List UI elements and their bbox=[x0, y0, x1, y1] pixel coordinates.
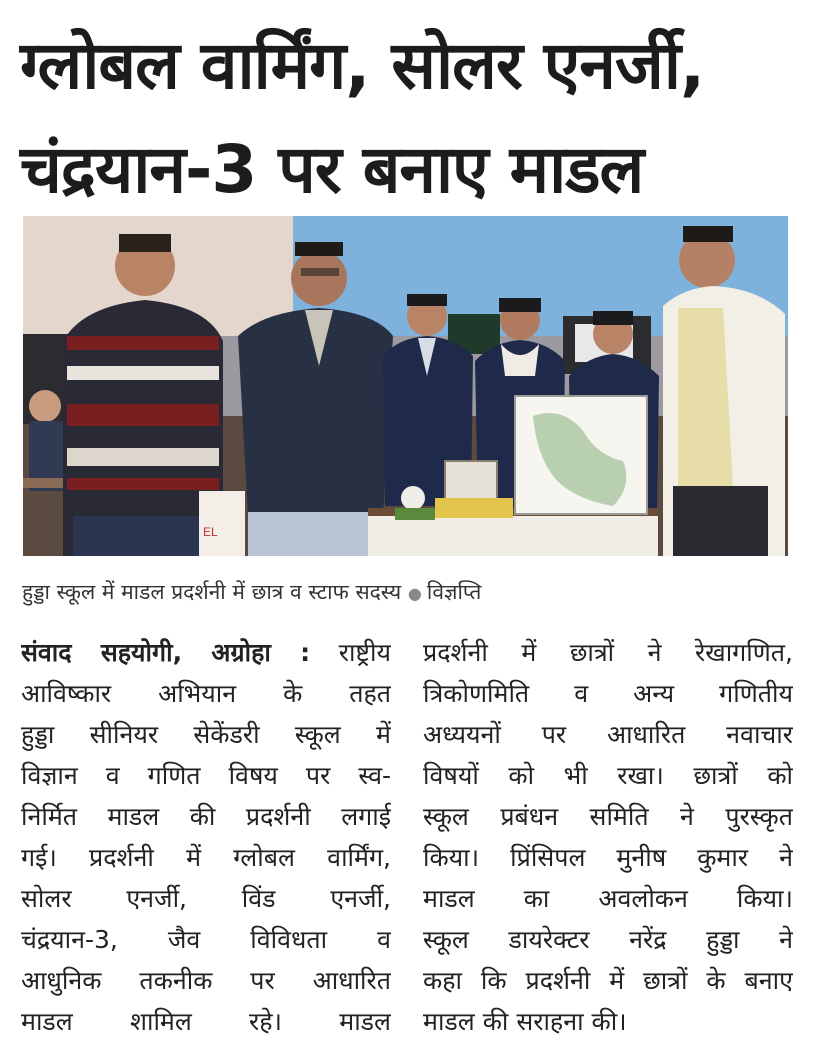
article-line: अध्ययनों पर आधारित नवाचार bbox=[423, 720, 793, 749]
article-line: सोलर एनर्जी, विंड एनर्जी, bbox=[21, 884, 391, 913]
article-byline: संवाद सहयोगी, अग्रोहा : bbox=[21, 638, 311, 667]
article-column-right bbox=[423, 632, 793, 1042]
headline bbox=[20, 14, 800, 222]
article-line: स्कूल डायरेक्टर नरेंद्र हुड्डा ने bbox=[423, 925, 793, 954]
article-line: स्कूल प्रबंधन समिति ने पुरस्कृत bbox=[423, 802, 793, 831]
article-line: माडल शामिल रहे। माडल bbox=[21, 1007, 391, 1036]
article-line: त्रिकोणमिति व अन्य गणितीय bbox=[423, 679, 793, 708]
article-line: संवाद सहयोगी, अग्रोहा : राष्ट्रीय bbox=[21, 638, 391, 667]
article-line: कहा कि प्रदर्शनी में छात्रों के बनाए bbox=[423, 966, 793, 995]
article-line: किया। प्रिंसिपल मुनीष कुमार ने bbox=[423, 843, 793, 872]
article-line: माडल की सराहना की। bbox=[423, 1007, 627, 1036]
news-photo bbox=[23, 216, 788, 556]
headline-line-2: चंद्रयान-3 पर बनाए माडल bbox=[20, 131, 644, 208]
article-line: निर्मित माडल की प्रदर्शनी लगाई bbox=[21, 802, 391, 831]
article-line: गई। प्रदर्शनी में ग्लोबल वार्मिंग, bbox=[21, 843, 391, 872]
caption-source: विज्ञप्ति bbox=[426, 580, 482, 604]
caption-text: हुड्डा स्कूल में माडल प्रदर्शनी में छात्र व स्टाफ सदस्य bbox=[22, 580, 402, 604]
headline-line-1: ग्लोबल वार्मिंग, सोलर एनर्जी, bbox=[20, 27, 705, 104]
article-line: चंद्रयान-3, जैव विविधता व bbox=[21, 925, 391, 954]
article-line: विज्ञान व गणित विषय पर स्व- bbox=[21, 761, 391, 790]
article-line: आधुनिक तकनीक पर आधारित bbox=[21, 966, 391, 995]
bullet-dot-icon: ● bbox=[407, 584, 427, 603]
article-line: हुड्डा सीनियर सेकेंडरी स्कूल में bbox=[21, 720, 391, 749]
photo-sign-text: EL bbox=[203, 525, 218, 539]
article-line: माडल का अवलोकन किया। bbox=[423, 884, 793, 913]
article-column-left bbox=[21, 632, 391, 1042]
article-line: आविष्कार अभियान के तहत bbox=[21, 679, 391, 708]
photo-caption bbox=[22, 578, 802, 606]
article-line: प्रदर्शनी में छात्रों ने रेखागणित, bbox=[423, 638, 793, 667]
article-line: विषयों को भी रखा। छात्रों को bbox=[423, 761, 793, 790]
